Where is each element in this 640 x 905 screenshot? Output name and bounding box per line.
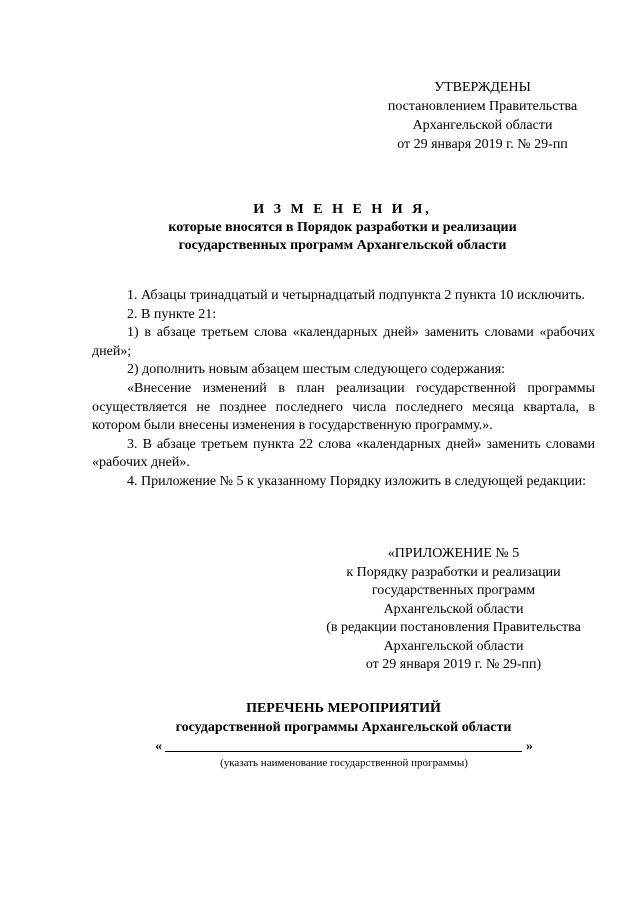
changes-subtitle-line1: которые вносятся в Порядок разработки и реализации bbox=[168, 220, 517, 235]
paragraph-item-4: 4. Приложение № 5 к указанному Порядку изложить в следующей редакции: bbox=[127, 473, 586, 489]
approved-region: Архангельской области bbox=[412, 118, 553, 133]
approved-label: УТВЕРЖДЕНЫ bbox=[434, 80, 531, 95]
approved-date: от 29 января 2019 г. № 29-пп bbox=[397, 137, 568, 152]
paragraph-item-2: 2. В пункте 21: bbox=[127, 306, 217, 322]
quote-open: « bbox=[155, 739, 162, 754]
appendix-number: «ПРИЛОЖЕНИЕ № 5 bbox=[387, 546, 520, 561]
appendix-line-3: государственных программ bbox=[371, 583, 536, 598]
appendix-line-6: Архангельской области bbox=[383, 638, 524, 654]
blank-underline bbox=[165, 751, 522, 752]
list-subtitle: государственной программы Архангельской области bbox=[175, 720, 512, 735]
paragraph-item-1: 1. Абзацы тринадцатый и четырнадцатый подпункта 2 пункта 10 исключить. bbox=[127, 288, 585, 303]
appendix-line-5: (в редакции постановления Правительства bbox=[326, 620, 581, 635]
approval-stamp bbox=[370, 78, 595, 154]
program-name-hint: (указать наименование государственной программы) bbox=[220, 757, 468, 769]
changes-body bbox=[92, 287, 595, 492]
activities-list-title bbox=[92, 699, 595, 737]
quote-close: » bbox=[526, 739, 533, 754]
paragraph-item-3: 3. В абзаце третьем пункта 22 слова «календарных дней» заменить словами «рабочих дней». bbox=[92, 436, 595, 471]
appendix-line-2: к Порядку разработки и реализации bbox=[346, 564, 561, 580]
paragraph-item-2-1: 1) в абзаце третьем слова «календарных дней» заменить словами «рабочих дней»; bbox=[92, 325, 595, 359]
changes-subtitle-line2: государственных программ Архангельской области bbox=[178, 238, 507, 253]
appendix-line-7: от 29 января 2019 г. № 29-пп) bbox=[365, 657, 542, 672]
paragraph-quote: «Внесение изменений в план реализации государственной программы осуществляется не позднее последнего числа последнего месяца квартала, в котором были внесены изменения в государственную программу.». bbox=[92, 380, 595, 434]
appendix-header bbox=[310, 545, 597, 675]
changes-heading: И З М Е Н Е Н И Я, bbox=[253, 202, 432, 217]
changes-title bbox=[90, 201, 595, 255]
appendix-line-4: Архангельской области bbox=[383, 601, 524, 617]
list-title: ПЕРЕЧЕНЬ МЕРОПРИЯТИЙ bbox=[246, 701, 441, 716]
paragraph-item-2-2: 2) дополнить новым абзацем шестым следующего содержания: bbox=[127, 362, 506, 378]
program-name-blank bbox=[155, 739, 533, 757]
approved-by: постановлением Правительства bbox=[387, 99, 578, 114]
